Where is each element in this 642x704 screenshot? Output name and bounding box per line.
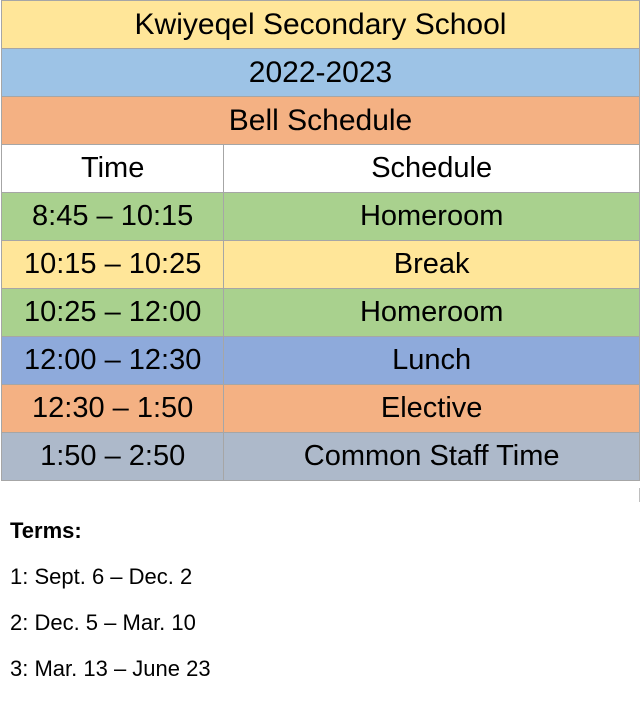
term-item: 3: Mar. 13 – June 23 <box>10 656 211 681</box>
table-row <box>2 241 640 289</box>
time-cell: 10:15 – 10:25 <box>2 241 224 289</box>
schedule-title: Bell Schedule <box>2 97 640 145</box>
bell-schedule-table <box>1 0 640 481</box>
table-row <box>2 289 640 337</box>
table-row <box>2 385 640 433</box>
term-item: 2: Dec. 5 – Mar. 10 <box>10 610 196 635</box>
activity-cell: Elective <box>224 385 640 433</box>
time-cell: 12:00 – 12:30 <box>2 337 224 385</box>
activity-cell: Homeroom <box>224 193 640 241</box>
time-cell: 12:30 – 1:50 <box>2 385 224 433</box>
terms-heading: Terms: <box>10 518 82 543</box>
table-row <box>2 193 640 241</box>
table-row <box>2 433 640 481</box>
table-row <box>2 337 640 385</box>
school-year-row <box>2 49 640 97</box>
schedule-title-row <box>2 97 640 145</box>
schedule-column-header: Schedule <box>224 145 640 193</box>
time-column-header: Time <box>2 145 224 193</box>
page-edge-mark <box>639 488 640 502</box>
school-name: Kwiyeqel Secondary School <box>2 1 640 49</box>
time-cell: 1:50 – 2:50 <box>2 433 224 481</box>
time-cell: 8:45 – 10:15 <box>2 193 224 241</box>
activity-cell: Lunch <box>224 337 640 385</box>
activity-cell: Break <box>224 241 640 289</box>
activity-cell: Homeroom <box>224 289 640 337</box>
activity-cell: Common Staff Time <box>224 433 640 481</box>
school-name-row <box>2 1 640 49</box>
column-header-row <box>2 145 640 193</box>
terms-section <box>10 520 211 704</box>
time-cell: 10:25 – 12:00 <box>2 289 224 337</box>
school-year: 2022-2023 <box>2 49 640 97</box>
term-item: 1: Sept. 6 – Dec. 2 <box>10 564 193 589</box>
